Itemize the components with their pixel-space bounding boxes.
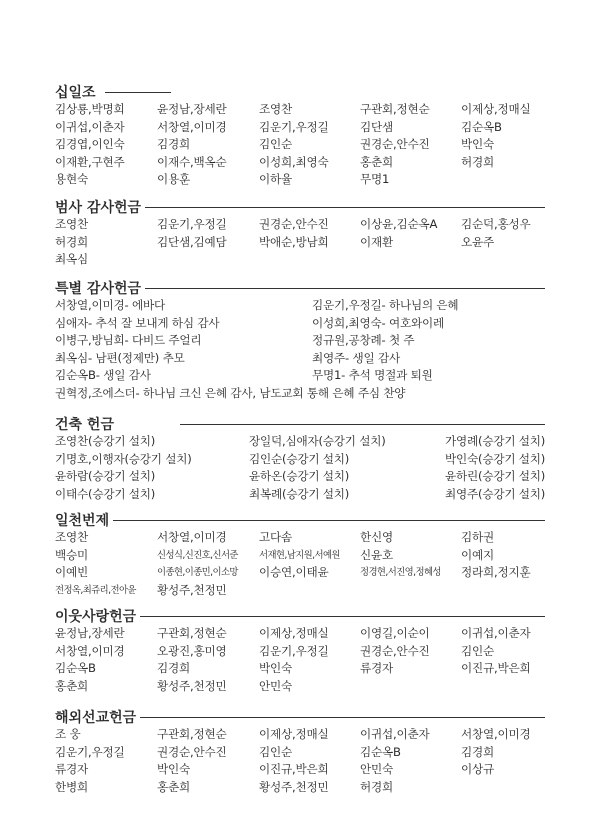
name-cell: 허경희 [55, 234, 88, 249]
section-title: 특별 감사헌금 [55, 278, 145, 298]
section-title: 건축 헌금 [55, 414, 118, 434]
name-cell: 권경순,안수진 [360, 137, 430, 151]
name-cell: 이제상,정매실 [259, 727, 329, 741]
name-cell: 김운기,우정길 [259, 643, 329, 658]
name-cell: 구관회,정현순 [157, 727, 227, 741]
name-cell: 용현숙 [55, 172, 88, 186]
name-cell: 류경자 [55, 762, 88, 776]
section-header [55, 197, 545, 216]
name-cell: 서창열,이미경 [461, 727, 531, 741]
name-cell: 박애순,방남희 [259, 234, 329, 249]
name-cell: 조영찬 [55, 530, 88, 544]
section-title: 해외선교헌금 [55, 707, 140, 727]
section-header [55, 606, 545, 625]
dedication-row [55, 297, 545, 315]
name-cell: 김상룡,박명희 [55, 102, 125, 116]
name-row [55, 136, 545, 154]
dedication-cell: 심애자- 추석 잘 보내게 하심 감사 [55, 315, 220, 330]
name-cell: 김경엽,이인숙 [55, 137, 125, 151]
name-cell: 정경현,서진영,정혜성 [360, 567, 441, 578]
name-cell: 김순옥B [55, 661, 96, 675]
section-general-thanksgiving [55, 197, 545, 269]
name-cell: 윤하람(승강기 설치) [55, 469, 156, 483]
name-cell: 이제상,정매실 [461, 102, 531, 116]
name-row [55, 486, 545, 504]
name-cell: 구관회,정현순 [157, 626, 227, 640]
name-cell: 김하권 [461, 530, 494, 544]
section-header [55, 278, 545, 297]
name-cell: 이귀섭,이춘자 [360, 727, 430, 741]
header-rule [105, 92, 171, 93]
name-cell: 이종현,이종민,이소망 [157, 567, 238, 578]
name-cell: 김운기,우정길 [259, 119, 329, 134]
name-row [55, 678, 545, 696]
name-cell: 조영찬 [55, 217, 88, 231]
dedication-row [55, 385, 545, 403]
name-cell: 안민숙 [360, 762, 393, 776]
section-neighbor-love [55, 606, 545, 695]
name-cell: 최영주(승강기 설치) [445, 486, 546, 501]
name-cell: 이상규 [461, 762, 494, 776]
section-header [55, 82, 545, 101]
section-header [55, 414, 545, 433]
name-cell: 이재환,구현주 [55, 154, 125, 169]
name-cell: 서재현,남지원,서예원 [259, 549, 340, 561]
name-cell: 권경순,안수진 [360, 643, 430, 658]
name-cell: 이승연,이태윤 [259, 565, 329, 579]
section-header [55, 707, 545, 726]
name-row [55, 234, 545, 252]
name-cell: 이상윤,김순옥A [360, 217, 438, 231]
name-cell: 김경희 [461, 744, 494, 759]
name-cell: 구관회,정현순 [360, 102, 430, 116]
name-cell: 황성주,천정민 [157, 678, 227, 693]
name-cell: 홍춘희 [55, 678, 88, 693]
name-cell: 이진규,박은희 [259, 762, 329, 776]
dedication-cell: 이병구,방님희- 다비드 주얼리 [55, 333, 202, 347]
name-cell: 고다솜 [259, 530, 292, 544]
section-title: 십일조 [55, 82, 100, 102]
name-row [55, 625, 545, 643]
name-cell: 한병희 [55, 779, 88, 794]
name-cell: 오윤주 [461, 234, 494, 249]
name-cell: 이제상,정매실 [259, 626, 329, 640]
name-cell: 이예빈 [55, 565, 88, 579]
name-cell: 김인순 [461, 643, 494, 658]
dedication-row [55, 350, 545, 368]
section-title: 범사 감사헌금 [55, 197, 145, 217]
name-cell: 가영례(승강기 설치) [445, 434, 546, 448]
name-cell: 이예지 [461, 547, 494, 562]
name-cell: 조 웅 [55, 727, 81, 741]
name-cell: 허경희 [360, 779, 393, 794]
name-cell: 이진규,박은희 [461, 661, 531, 675]
name-cell: 김경희 [157, 137, 190, 151]
name-cell: 박인숙(승강기 설치) [445, 451, 546, 466]
name-cell: 허경희 [461, 154, 494, 169]
name-cell: 김운기,우정길 [157, 217, 227, 231]
name-cell: 박인숙 [157, 762, 190, 776]
name-cell: 김인순(승강기 설치) [249, 451, 350, 466]
name-cell: 신윤호 [360, 547, 393, 562]
section-overseas-mission [55, 707, 545, 796]
name-cell: 김인순 [259, 744, 292, 759]
name-cell: 윤정남,장세란 [157, 102, 227, 116]
name-cell: 무명1 [360, 172, 390, 186]
name-cell: 김경희 [157, 661, 190, 675]
dedication-cell: 정규원,공창례- 첫 주 [312, 333, 415, 347]
name-row [55, 451, 545, 469]
name-cell: 권경순,안수진 [157, 744, 227, 759]
dedication-cell: 서창열,이미경- 에바다 [55, 298, 165, 312]
name-cell: 한신영 [360, 530, 393, 544]
name-cell: 전정옥,최쥬리,전아윤 [55, 584, 136, 596]
name-row [55, 761, 545, 779]
name-cell: 최옥심 [55, 252, 88, 266]
name-cell: 이성희,최영숙 [259, 154, 329, 169]
name-cell: 조영찬 [259, 102, 292, 116]
name-cell: 박인숙 [461, 137, 494, 151]
name-cell: 류경자 [360, 661, 393, 675]
name-cell: 조영찬(승강기 설치) [55, 434, 156, 448]
dedication-row [55, 315, 545, 333]
name-cell: 기명호,이행자(승강기 설치) [55, 451, 192, 466]
name-cell: 장일덕,심애자(승강기 설치) [249, 434, 386, 448]
name-cell: 김운기,우정길 [55, 744, 125, 759]
name-row [55, 171, 545, 189]
dedication-cell: 권혁정,조에스더- 하나님 크신 은혜 감사, 남도교회 통해 은혜 주심 찬양 [55, 385, 406, 400]
section-header [55, 510, 545, 529]
name-row [55, 564, 545, 582]
name-row [55, 582, 545, 600]
name-cell: 이귀섭,이춘자 [461, 626, 531, 640]
name-row [55, 726, 545, 744]
name-cell: 윤하온(승강기 설치) [249, 469, 350, 483]
name-row [55, 779, 545, 797]
section-title: 일천번제 [55, 510, 113, 530]
name-row [55, 744, 545, 762]
dedication-row [55, 332, 545, 350]
name-cell: 박인숙 [259, 661, 292, 675]
name-cell: 최복례(승강기 설치) [249, 486, 350, 501]
name-cell: 정라희,정지훈 [461, 565, 531, 579]
name-cell: 이재수,백옥순 [157, 154, 227, 169]
name-cell: 황성주,천정민 [157, 582, 227, 597]
name-cell: 황성주,천정민 [259, 779, 329, 794]
name-cell: 김인순 [259, 137, 292, 151]
section-special-thanksgiving [55, 278, 545, 402]
name-row [55, 660, 545, 678]
name-row [55, 529, 545, 547]
name-cell: 서창열,이미경 [157, 119, 227, 134]
name-row [55, 216, 545, 234]
name-row [55, 119, 545, 137]
name-row [55, 547, 545, 565]
name-cell: 이태수(승강기 설치) [55, 486, 156, 501]
section-building-fund [55, 414, 545, 503]
name-cell: 김순옥B [360, 744, 401, 759]
name-cell: 윤하린(승강기 설치) [445, 469, 546, 483]
dedication-cell: 이성희,최영숙- 여호와이레 [312, 315, 444, 330]
dedication-cell: 최영주- 생일 감사 [312, 350, 400, 365]
name-row [55, 101, 545, 119]
name-cell: 이귀섭,이춘자 [55, 119, 125, 134]
header-rule [180, 424, 545, 425]
name-cell: 김단샘 [360, 119, 393, 134]
name-row [55, 154, 545, 172]
dedication-cell: 김순옥B- 생일 감사 [55, 368, 151, 382]
name-row [55, 468, 545, 486]
name-cell: 오광진,홍미영 [157, 643, 227, 658]
name-cell: 김순옥B [461, 119, 502, 134]
section-title: 이웃사랑헌금 [55, 606, 140, 626]
name-row [55, 433, 545, 451]
name-cell: 서창열,이미경 [157, 530, 227, 544]
name-cell: 김순덕,홍성우 [461, 217, 531, 231]
name-cell: 이하율 [259, 172, 292, 186]
name-cell: 서창열,이미경 [55, 643, 125, 658]
name-cell: 백승미 [55, 547, 88, 562]
name-cell: 이용훈 [157, 172, 190, 186]
name-row [55, 643, 545, 661]
section-thousand-offerings [55, 510, 545, 599]
section-tithe [55, 82, 545, 189]
name-cell: 안민숙 [259, 678, 292, 693]
name-row [55, 251, 545, 269]
name-cell: 홍춘희 [157, 779, 190, 794]
dedication-row [55, 367, 545, 385]
dedication-cell: 김운기,우정길- 하나님의 은혜 [312, 298, 459, 312]
name-cell: 홍춘희 [360, 154, 393, 169]
name-cell: 이재환 [360, 234, 393, 249]
name-cell: 권경순,안수진 [259, 217, 329, 231]
dedication-cell: 최옥심- 남편(정제만) 추모 [55, 350, 185, 365]
name-cell: 김단샘,김예담 [157, 234, 227, 249]
header-rule [55, 520, 545, 521]
name-cell: 이영길,이순이 [360, 626, 430, 640]
name-cell: 신성식,신진호,신서준 [157, 549, 238, 561]
name-cell: 윤정남,장세란 [55, 626, 125, 640]
dedication-cell: 무명1- 추석 명절과 퇴원 [312, 368, 433, 382]
